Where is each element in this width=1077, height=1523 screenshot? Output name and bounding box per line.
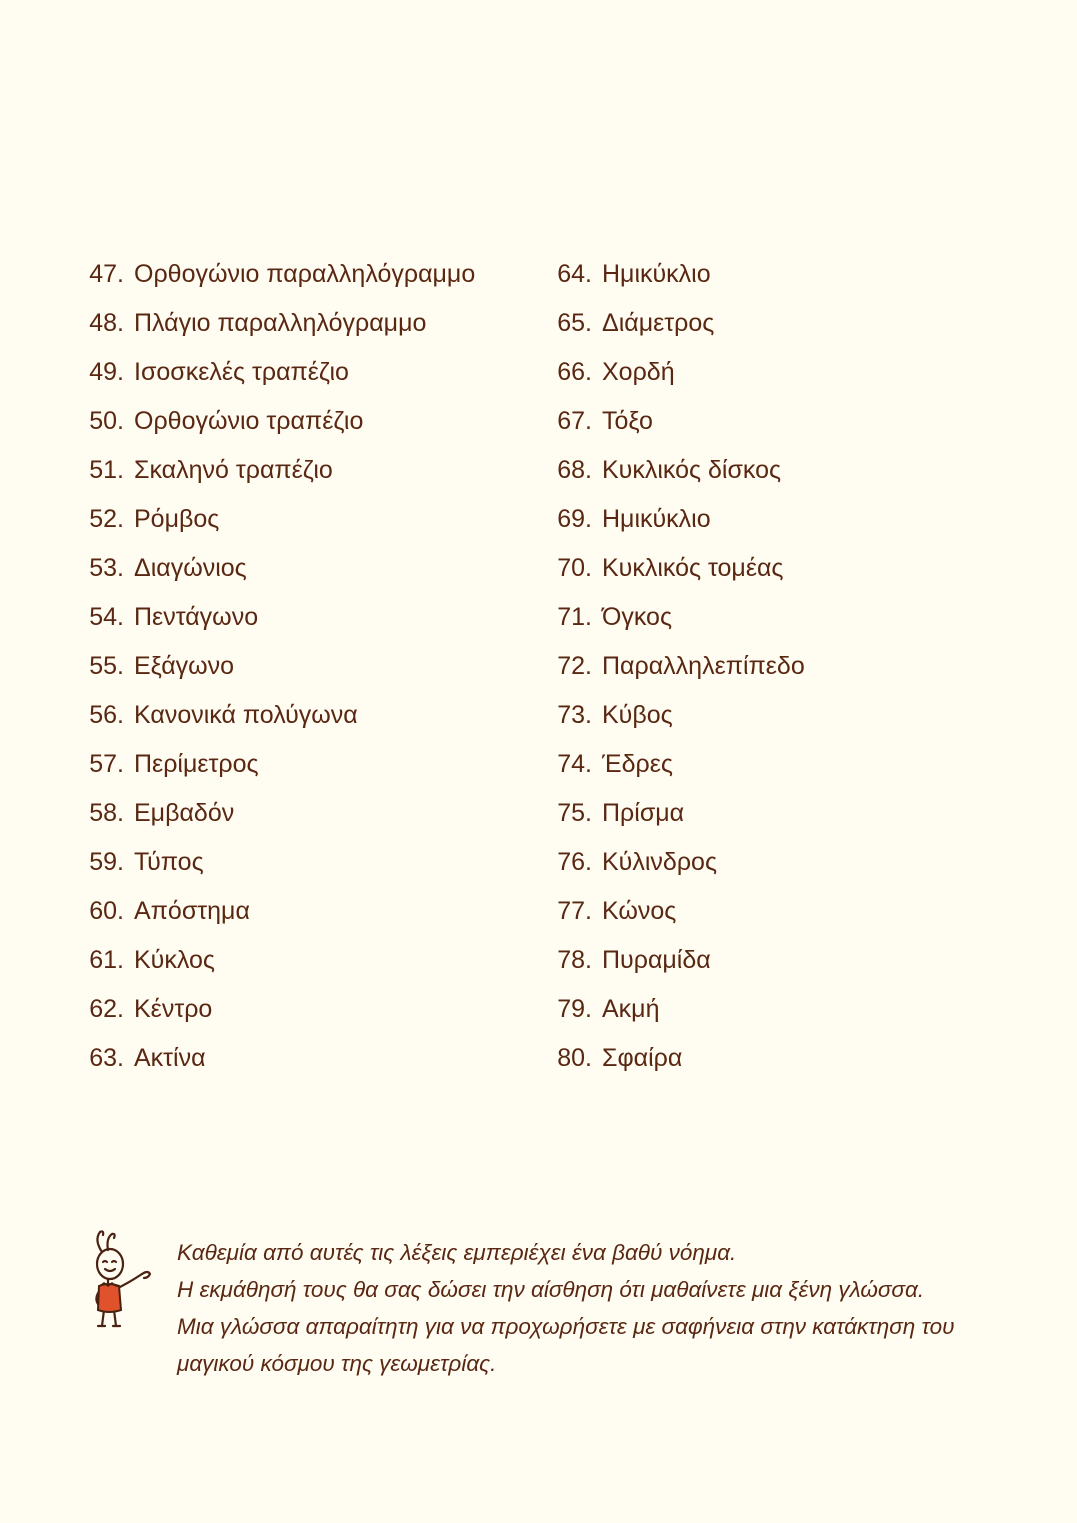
term-number: 72. <box>557 652 592 680</box>
glossary-term <box>528 740 805 789</box>
term-label: Έδρες <box>602 750 673 778</box>
term-label: Εμβαδόν <box>134 799 235 827</box>
term-label: Διαγώνιος <box>134 554 247 582</box>
note-line: μαγικού κόσμου της γεωμετρίας. <box>177 1351 497 1376</box>
term-number: 79. <box>557 995 592 1023</box>
glossary-column-left <box>60 250 475 1083</box>
term-number: 47. <box>89 260 124 288</box>
term-number: 67. <box>557 407 592 435</box>
glossary-term <box>528 348 805 397</box>
term-label: Τόξο <box>602 407 653 435</box>
term-label: Κύβος <box>602 701 673 729</box>
term-number: 73. <box>557 701 592 729</box>
term-number: 66. <box>557 358 592 386</box>
term-label: Χορδή <box>602 358 675 386</box>
term-number: 49. <box>89 358 124 386</box>
term-number: 54. <box>89 603 124 631</box>
term-label: Διάμετρος <box>602 309 715 337</box>
glossary-term <box>528 397 805 446</box>
term-number: 52. <box>89 505 124 533</box>
glossary-term <box>528 544 805 593</box>
glossary-term <box>60 1034 475 1083</box>
term-label: Εξάγωνο <box>134 652 235 680</box>
note-line: Η εκμάθησή τους θα σας δώσει την αίσθηση ότι μαθαίνετε μια ξένη γλώσσα. <box>177 1277 925 1302</box>
term-label: Ακμή <box>602 995 660 1023</box>
glossary-column-right <box>528 250 805 1083</box>
term-label: Ισοσκελές τραπέζιο <box>134 358 349 386</box>
glossary-term <box>60 985 475 1034</box>
term-label: Κανονικά πολύγωνα <box>134 701 358 729</box>
term-number: 50. <box>89 407 124 435</box>
term-label: Πεντάγωνο <box>134 603 259 631</box>
term-number: 48. <box>89 309 124 337</box>
glossary-term <box>528 299 805 348</box>
term-label: Κώνος <box>602 897 677 925</box>
term-label: Τύπος <box>134 848 204 876</box>
term-label: Πλάγιο παραλληλόγραμμο <box>134 309 427 337</box>
term-number: 55. <box>89 652 124 680</box>
glossary-term <box>60 544 475 593</box>
term-label: Κυκλικός τομέας <box>602 554 784 582</box>
term-number: 51. <box>89 456 124 484</box>
glossary-term <box>60 495 475 544</box>
term-number: 59. <box>89 848 124 876</box>
term-label: Περίμετρος <box>134 750 259 778</box>
glossary-term <box>60 887 475 936</box>
glossary-term <box>528 936 805 985</box>
term-label: Απόστημα <box>134 897 250 925</box>
term-number: 70. <box>557 554 592 582</box>
term-number: 58. <box>89 799 124 827</box>
term-number: 77. <box>557 897 592 925</box>
term-number: 61. <box>89 946 124 974</box>
term-label: Κέντρο <box>134 995 213 1023</box>
glossary-term <box>60 789 475 838</box>
term-number: 80. <box>557 1044 592 1072</box>
glossary-term <box>60 446 475 495</box>
glossary-term <box>528 985 805 1034</box>
glossary-term <box>528 495 805 544</box>
term-label: Κύκλος <box>134 946 215 974</box>
glossary-term <box>60 299 475 348</box>
term-number: 78. <box>557 946 592 974</box>
note-line: Μια γλώσσα απαραίτητη για να προχωρήσετε με σαφήνεια στην κατάκτηση του <box>177 1314 955 1339</box>
term-label: Ορθογώνιο τραπέζιο <box>134 407 364 435</box>
term-number: 57. <box>89 750 124 778</box>
glossary-term <box>60 740 475 789</box>
term-label: Κυκλικός δίσκος <box>602 456 782 484</box>
glossary-term <box>60 691 475 740</box>
term-number: 53. <box>89 554 124 582</box>
glossary-term <box>60 936 475 985</box>
term-number: 62. <box>89 995 124 1023</box>
term-number: 60. <box>89 897 124 925</box>
term-label: Ημικύκλιο <box>602 260 711 288</box>
glossary-term <box>60 838 475 887</box>
term-label: Κύλινδρος <box>602 848 717 876</box>
note-text <box>177 1234 1037 1382</box>
term-label: Παραλληλεπίπεδο <box>602 652 805 680</box>
glossary-term <box>60 593 475 642</box>
term-number: 75. <box>557 799 592 827</box>
glossary-term <box>528 250 805 299</box>
term-label: Σφαίρα <box>602 1044 683 1072</box>
term-label: Ορθογώνιο παραλληλόγραμμο <box>134 260 476 288</box>
term-label: Σκαληνό τραπέζιο <box>134 456 333 484</box>
term-number: 69. <box>557 505 592 533</box>
term-label: Ημικύκλιο <box>602 505 711 533</box>
term-number: 65. <box>557 309 592 337</box>
glossary-term <box>60 348 475 397</box>
glossary-term <box>60 642 475 691</box>
term-label: Ακτίνα <box>134 1044 206 1072</box>
glossary-term <box>528 691 805 740</box>
glossary-term <box>528 593 805 642</box>
term-number: 64. <box>557 260 592 288</box>
term-number: 76. <box>557 848 592 876</box>
glossary-term <box>528 789 805 838</box>
glossary-term <box>528 642 805 691</box>
term-number: 71. <box>557 603 592 631</box>
note-line: Καθεμία από αυτές τις λέξεις εμπεριέχει ένα βαθύ νόημα. <box>177 1240 737 1265</box>
glossary-term <box>60 397 475 446</box>
term-label: Πυραμίδα <box>602 946 711 974</box>
glossary-term <box>528 838 805 887</box>
glossary-term <box>60 250 475 299</box>
glossary-term <box>528 1034 805 1083</box>
term-label: Ρόμβος <box>134 505 220 533</box>
term-number: 63. <box>89 1044 124 1072</box>
mascot-character-icon <box>82 1228 162 1332</box>
term-number: 56. <box>89 701 124 729</box>
term-number: 74. <box>557 750 592 778</box>
term-label: Όγκος <box>602 603 673 631</box>
glossary-term <box>528 887 805 936</box>
term-label: Πρίσμα <box>602 799 685 827</box>
term-number: 68. <box>557 456 592 484</box>
glossary-term <box>528 446 805 495</box>
